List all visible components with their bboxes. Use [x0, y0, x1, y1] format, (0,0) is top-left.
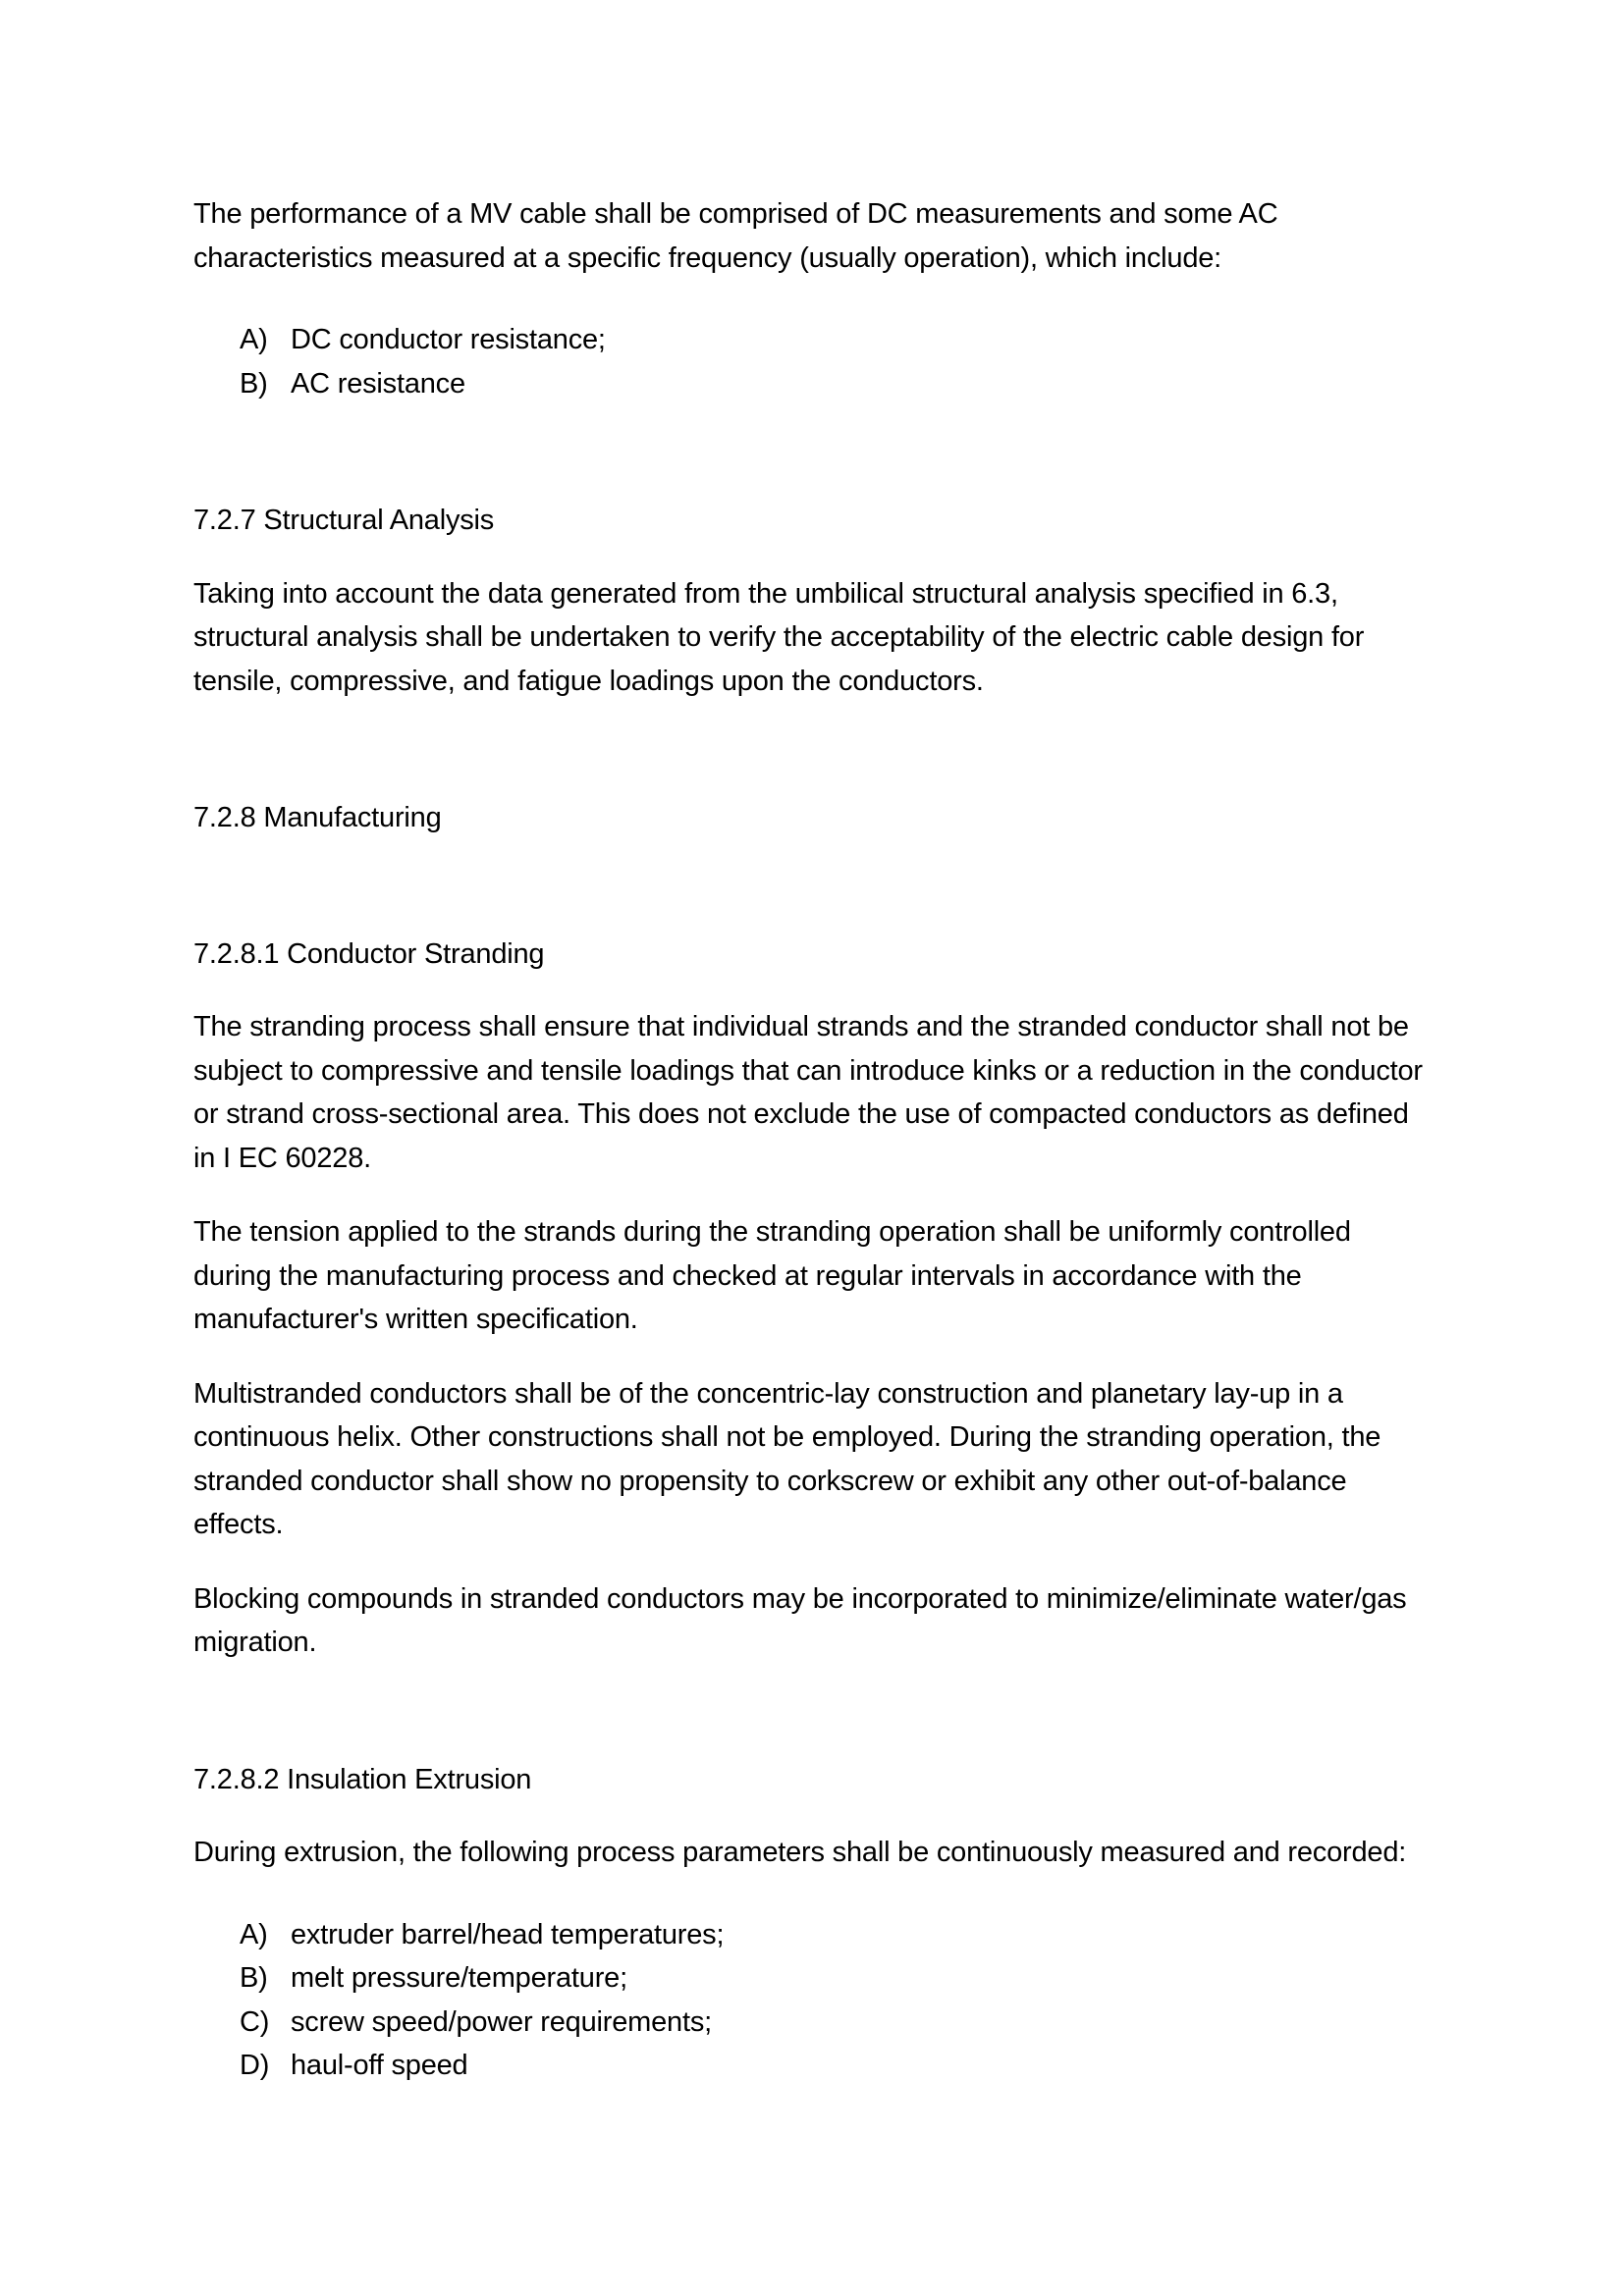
list-marker: C) [240, 2005, 270, 2038]
extrusion-paragraph: During extrusion, the following process parameters shall be continuously measured and recorded: [193, 1837, 1407, 1868]
stranding-paragraph-1: The stranding process shall ensure that individual strands and the stranded conductor shall not be subject to compressive and tensile loadings that can introduce kinks or a reduction in the conductor or strand cross-sectional area. This does not exclude the use of compacted conductors as defined in I EC 60228. [193, 1011, 1423, 1174]
heading-conductor-stranding: 7.2.8.1 Conductor Stranding [193, 937, 545, 970]
heading-manufacturing: 7.2.8 Manufacturing [193, 802, 442, 833]
extrusion-parameter-list [193, 1913, 1434, 2088]
list-marker: D) [240, 2050, 270, 2081]
list-item-melt-pressure [193, 1956, 1434, 2001]
measurement-list [193, 318, 1434, 405]
list-item-haul-off-speed [193, 2044, 1434, 2088]
heading-insulation-extrusion: 7.2.8.2 Insulation Extrusion [193, 1763, 532, 1795]
list-marker: B) [240, 367, 268, 400]
list-marker: B) [240, 1962, 268, 1994]
list-item-text: extruder barrel/head temperatures; [291, 1918, 725, 1950]
stranding-paragraph-2: The tension applied to the strands during the stranding operation shall be uniformly controlled during the manufacturing process and checked at regular intervals in accordance with the manufacturer's written specification. [193, 1216, 1351, 1335]
structural-analysis-paragraph: Taking into account the data generated from the umbilical structural analysis specified in 6.3, structural analysis shall be undertaken to verify the acceptability of the electric cable design for tensile, compressive, and fatigue loadings upon the conductors. [193, 577, 1365, 697]
heading-structural-analysis: 7.2.7 Structural Analysis [193, 505, 495, 536]
list-item-text: melt pressure/temperature; [291, 1962, 627, 1994]
stranding-paragraph-4: Blocking compounds in stranded conductors may be incorporated to minimize/eliminate water/gas migration. [193, 1582, 1407, 1658]
list-item-text: DC conductor resistance; [291, 324, 606, 355]
list-item-text: AC resistance [291, 367, 465, 400]
list-item-ac-resistance [193, 362, 1434, 406]
list-marker: A) [240, 324, 268, 355]
list-item-screw-speed [193, 2001, 1434, 2045]
list-item-barrel-temperatures [193, 1913, 1434, 1957]
list-item-dc-resistance [193, 318, 1434, 362]
list-item-text: screw speed/power requirements; [291, 2005, 712, 2038]
list-item-text: haul-off speed [291, 2050, 468, 2081]
stranding-paragraph-3: Multistranded conductors shall be of the concentric-lay construction and planetary lay-up in a continuous helix. Other constructions shall not be employed. During the stranding operation, the stranded conductor shall show no propensity to corkscrew or exhibit any other out-of-balance effects. [193, 1377, 1381, 1540]
list-marker: A) [240, 1918, 268, 1950]
intro-paragraph: The performance of a MV cable shall be comprised of DC measurements and some AC characteristics measured at a specific frequency (usually operation), which include: [193, 198, 1278, 274]
